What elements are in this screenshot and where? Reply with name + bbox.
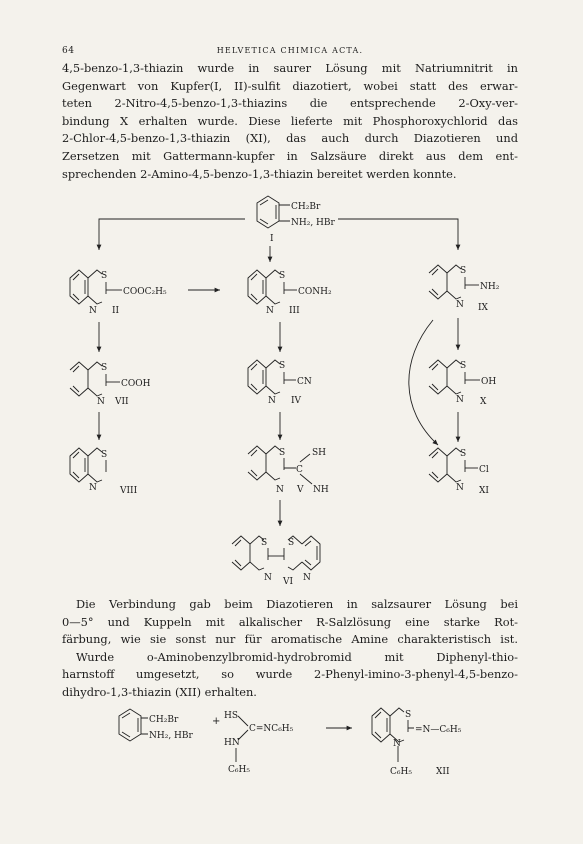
substituent: NH₂, HBr bbox=[149, 731, 193, 741]
atom-label: N bbox=[264, 573, 272, 583]
atom-label: N bbox=[456, 395, 464, 405]
substituent: COOH bbox=[121, 379, 151, 389]
page-number: 64 bbox=[62, 46, 75, 56]
substituent: C=NC₆H₅ bbox=[249, 724, 294, 734]
atom-label: N bbox=[268, 396, 276, 406]
reaction-arrow bbox=[409, 320, 438, 445]
compound-label: IX bbox=[478, 303, 488, 313]
atom-label: C bbox=[296, 465, 303, 475]
compound-XI bbox=[429, 448, 489, 496]
compound-label: IV bbox=[291, 396, 302, 406]
text-line: teten 2-Nitro-4,5-benzo-1,3-thiazins die entsprechende 2-Oxy-ver- bbox=[62, 96, 518, 111]
substituent: NH₂, HBr bbox=[291, 218, 335, 228]
compound-label: XI bbox=[479, 486, 489, 496]
substituent: HN bbox=[224, 738, 240, 748]
substituent: CH₂Br bbox=[149, 715, 179, 725]
compound-I bbox=[257, 196, 336, 244]
text-line: Wurde o-Aminobenzylbromid-hydrobromid mit Diphenyl-thio- bbox=[76, 649, 518, 664]
text-line: Gegenwart von Kupfer(I, II)-sulfit diazotiert, wobei statt des erwar- bbox=[62, 78, 518, 93]
atom-label: N bbox=[266, 306, 274, 316]
compound-label: VIII bbox=[120, 486, 138, 496]
text-line: 2-Chlor-4,5-benzo-1,3-thiazin (XI), das auch durch Diazotieren und bbox=[62, 131, 518, 146]
atom-label: N bbox=[393, 739, 401, 749]
atom-label: N bbox=[97, 397, 105, 407]
equation-reactant-1 bbox=[119, 709, 194, 741]
reaction-arrow bbox=[99, 219, 245, 250]
compound-VIII bbox=[70, 448, 138, 496]
substituent: NH₂ bbox=[480, 282, 500, 292]
compound-X bbox=[429, 360, 496, 407]
compound-label: V bbox=[297, 485, 304, 495]
atom-label: S bbox=[279, 448, 286, 458]
substituent: NH bbox=[313, 485, 329, 495]
substituent: =N—C₆H₅ bbox=[415, 725, 462, 735]
text-line: harnstoff umgesetzt, so wurde 2-Phenyl-imino-3-phenyl-4,5-benzo- bbox=[62, 667, 518, 682]
reaction-arrow bbox=[338, 219, 458, 250]
atom-label: S bbox=[261, 538, 268, 548]
atom-label: N bbox=[456, 483, 464, 493]
compound-label: VII bbox=[115, 397, 129, 407]
substituent: COOC₂H₅ bbox=[123, 287, 167, 297]
substituent: Cl bbox=[479, 465, 489, 475]
atom-label: S bbox=[460, 266, 467, 276]
compound-label: VI bbox=[283, 577, 294, 587]
atom-label: S bbox=[101, 271, 108, 281]
atom-label: S bbox=[101, 450, 108, 460]
text-line: bindung X erhalten wurde. Diese lieferte mit Phosphoroxychlorid das bbox=[62, 113, 518, 128]
text-line: dihydro-1,3-thiazin (XII) erhalten. bbox=[62, 684, 257, 699]
atom-label: S bbox=[279, 271, 286, 281]
equation-reactant-2 bbox=[224, 711, 294, 775]
substituent: CONH₂ bbox=[298, 287, 332, 297]
atom-label: N bbox=[456, 300, 464, 310]
substituent: C₆H₅ bbox=[390, 767, 412, 777]
substituent: OH bbox=[481, 377, 497, 387]
plus-sign: + bbox=[212, 716, 221, 727]
compound-label: II bbox=[112, 306, 120, 316]
compound-XII bbox=[372, 708, 462, 777]
journal-title: HELVETICA CHIMICA ACTA. bbox=[216, 46, 364, 55]
compound-VII bbox=[70, 362, 151, 407]
atom-label: S bbox=[460, 361, 467, 371]
atom-label: S bbox=[288, 538, 295, 548]
compound-II bbox=[70, 270, 167, 316]
text-line: färbung, wie sie sonst nur für aromatische Amine charakteristisch ist. bbox=[62, 632, 518, 647]
compound-IX bbox=[429, 265, 500, 313]
paragraph-2 bbox=[62, 596, 518, 702]
substituent: CN bbox=[297, 377, 312, 387]
atom-label: S bbox=[279, 361, 286, 371]
compound-V bbox=[248, 446, 329, 495]
compound-label: XII bbox=[436, 767, 450, 777]
text-line: sprechenden 2-Amino-4,5-benzo-1,3-thiazin bereitet werden konnte. bbox=[62, 166, 457, 181]
atom-label: S bbox=[101, 363, 108, 373]
substituent: C₆H₅ bbox=[228, 765, 250, 775]
compound-label: III bbox=[289, 306, 300, 316]
substituent: HS bbox=[224, 711, 239, 721]
atom-label: N bbox=[276, 485, 284, 495]
compound-III bbox=[248, 270, 332, 316]
atom-label: S bbox=[460, 449, 467, 459]
compound-IV bbox=[248, 360, 312, 406]
substituent: SH bbox=[312, 448, 327, 458]
text-line: 4,5-benzo-1,3-thiazin wurde in saurer Lösung mit Natriumnitrit in bbox=[62, 61, 518, 75]
atom-label: N bbox=[89, 306, 97, 316]
substituent: CH₂Br bbox=[291, 202, 321, 212]
atom-label: N bbox=[303, 573, 311, 583]
atom-label: S bbox=[405, 710, 412, 720]
text-line: Zersetzen mit Gattermann-kupfer in Salzsäure direkt aus dem ent- bbox=[62, 148, 518, 163]
atom-label: N bbox=[89, 483, 97, 493]
text-line: 0—5° und Kuppeln mit alkalischer R-Salzlösung eine starke Rot- bbox=[62, 614, 518, 629]
compound-label: I bbox=[270, 234, 274, 244]
compound-VI bbox=[232, 536, 320, 587]
compound-label: X bbox=[480, 397, 487, 407]
text-line: Die Verbindung gab beim Diazotieren in salzsaurer Lösung bei bbox=[76, 597, 518, 611]
